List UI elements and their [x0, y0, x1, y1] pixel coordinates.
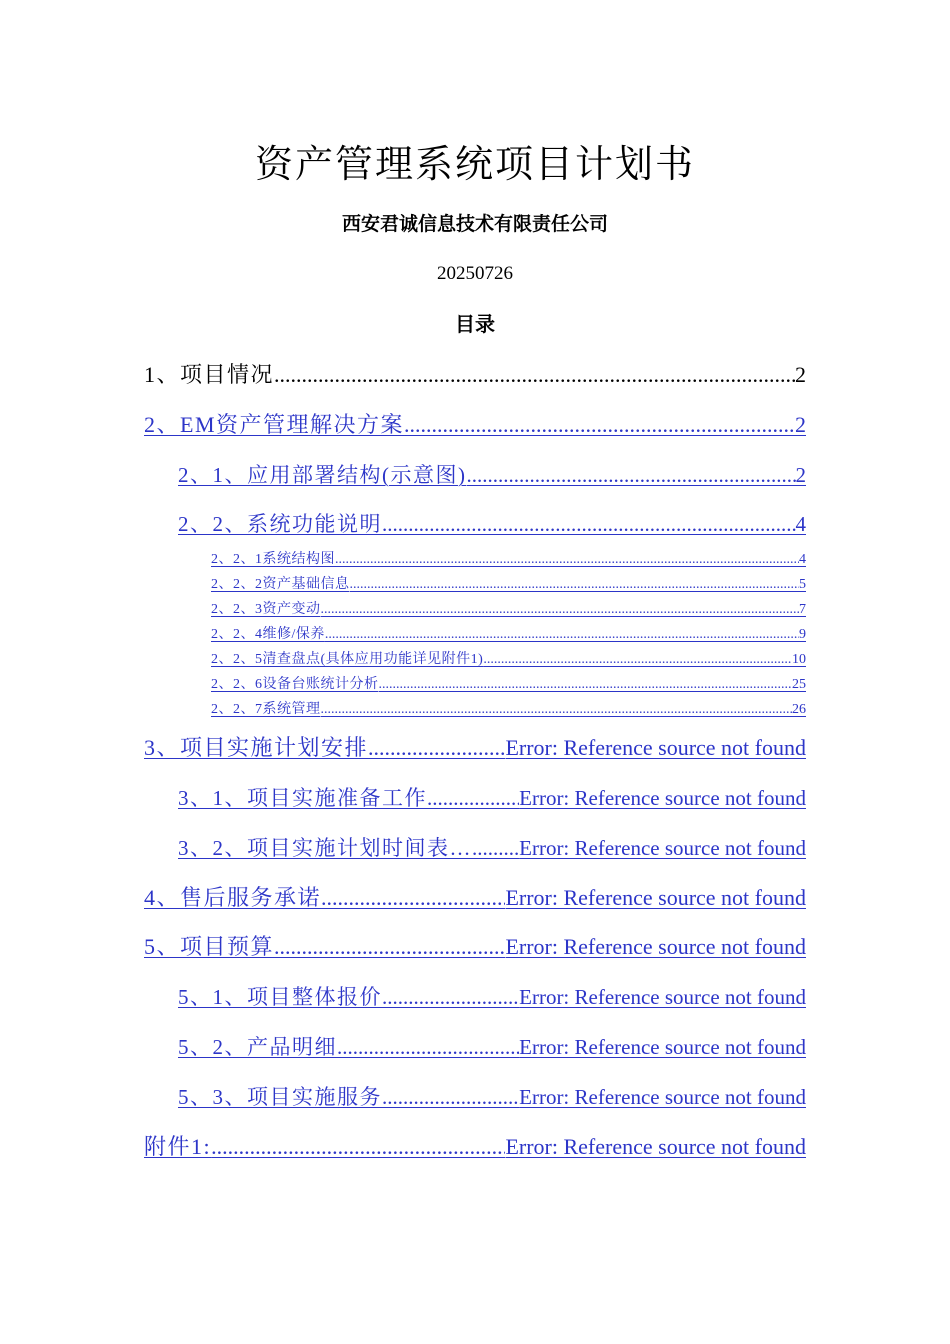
toc-entry-label: 5、3、项目实施服务: [178, 1085, 382, 1109]
toc-entry-asset-basic-info[interactable]: [211, 575, 806, 595]
toc-leader-dots: [404, 410, 795, 440]
toc-entry-page: 25: [792, 677, 806, 692]
document-date: 20250726: [437, 263, 513, 284]
toc-entry-label: 2、2、6设备台账统计分析: [211, 677, 379, 692]
toc-entry-label: 附件1:: [144, 1134, 212, 1159]
toc-entry-label: 2、2、2资产基础信息: [211, 577, 350, 592]
toc-entry-inventory-check[interactable]: [211, 650, 806, 670]
toc-entry-label: 1、项目情况: [144, 362, 275, 387]
toc-leader-dots: [211, 1132, 505, 1162]
toc-entry-page: 10: [792, 652, 806, 667]
toc-entry-system-functions[interactable]: [178, 509, 806, 539]
toc-leader-dots: [427, 783, 519, 813]
toc-entry-page: Error: Reference source not found: [505, 885, 806, 910]
toc-entry-page: 2: [795, 412, 806, 437]
toc-entry-page: 26: [792, 702, 806, 717]
toc-leader-dots: [379, 675, 793, 695]
toc-entry-label: 2、2、4维修/保养: [211, 627, 325, 642]
toc-entry-ledger-analysis[interactable]: [211, 675, 806, 695]
toc-entry-implementation-plan[interactable]: [144, 733, 806, 763]
toc-entry-page: 2: [795, 362, 806, 387]
toc-entry-page: Error: Reference source not found: [519, 1085, 806, 1109]
toc-entry-label: 2、2、1系统结构图: [211, 552, 335, 567]
toc-entry-system-structure-diagram[interactable]: [211, 550, 806, 570]
toc-leader-dots: [321, 883, 505, 913]
toc-entry-system-management[interactable]: [211, 700, 806, 720]
toc-leader-dots: [335, 550, 799, 570]
toc-entry-label: 2、2、3资产变动: [211, 602, 321, 617]
toc-entry-page: Error: Reference source not found: [519, 836, 806, 860]
toc-heading: 目录: [455, 312, 495, 336]
toc-entry-asset-changes[interactable]: [211, 600, 806, 620]
toc-entry-implementation-services[interactable]: [178, 1082, 806, 1112]
toc-leader-dots: [368, 733, 505, 763]
toc-leader-dots: [325, 625, 799, 645]
toc-entry-after-sales[interactable]: [144, 883, 806, 913]
toc-entry-page: Error: Reference source not found: [519, 786, 806, 810]
toc-leader-dots: [321, 700, 793, 720]
toc-entry-implementation-prep[interactable]: [178, 783, 806, 813]
toc-entry-page: Error: Reference source not found: [519, 1035, 806, 1059]
toc-entry-project-overview[interactable]: [144, 360, 806, 390]
toc-leader-dots: [483, 650, 792, 670]
toc-leader-dots: [382, 509, 796, 539]
toc-entry-label: 3、1、项目实施准备工作: [178, 786, 427, 810]
document-title: 资产管理系统项目计划书: [254, 142, 695, 186]
toc-leader-dots: [472, 833, 519, 863]
toc-leader-dots: [382, 1082, 519, 1112]
toc-leader-dots: [337, 1032, 519, 1062]
toc-entry-label: 2、1、应用部署结构(示意图): [178, 463, 467, 487]
toc-entry-deployment-structure[interactable]: [178, 460, 806, 490]
toc-leader-dots: [321, 600, 800, 620]
toc-entry-page: 4: [795, 512, 806, 536]
toc-leader-dots: [467, 460, 796, 490]
toc-entry-label: 5、项目预算: [144, 934, 275, 959]
toc-entry-label: 4、售后服务承诺: [144, 885, 322, 910]
toc-entry-page: 4: [799, 552, 806, 567]
toc-entry-label: 3、2、项目实施计划时间表…: [178, 836, 472, 860]
toc-entry-page: Error: Reference source not found: [505, 934, 806, 959]
toc-entry-label: 3、项目实施计划安排: [144, 735, 369, 760]
company-name: 西安君诚信息技术有限责任公司: [341, 213, 608, 235]
toc-entry-label: 2、2、系统功能说明: [178, 512, 382, 536]
toc-entry-product-details[interactable]: [178, 1032, 806, 1062]
toc-leader-dots: [350, 575, 800, 595]
toc-entry-label: 5、1、项目整体报价: [178, 985, 382, 1009]
toc-entry-implementation-schedule[interactable]: [178, 833, 806, 863]
toc-entry-appendix-1[interactable]: [144, 1132, 806, 1162]
toc-entry-page: 9: [799, 627, 806, 642]
toc-leader-dots: [274, 360, 795, 390]
toc-entry-page: Error: Reference source not found: [505, 1134, 806, 1159]
toc-leader-dots: [382, 982, 519, 1012]
toc-entry-label: 2、2、5清查盘点(具体应用功能详见附件1): [211, 652, 484, 667]
toc-entry-label: 5、2、产品明细: [178, 1035, 337, 1059]
toc-entry-label: 2、EM资产管理解决方案: [144, 412, 405, 437]
toc-entry-maintenance[interactable]: [211, 625, 806, 645]
toc-leader-dots: [274, 932, 505, 962]
toc-entry-page: 2: [795, 463, 806, 487]
toc-entry-page: 5: [799, 577, 806, 592]
toc-entry-page: Error: Reference source not found: [505, 735, 806, 760]
toc-entry-overall-quote[interactable]: [178, 982, 806, 1012]
toc-entry-em-solution[interactable]: [144, 410, 806, 440]
toc-entry-label: 2、2、7系统管理: [211, 702, 321, 717]
toc-entry-page: 7: [799, 602, 806, 617]
toc-entry-project-budget[interactable]: [144, 932, 806, 962]
toc-entry-page: Error: Reference source not found: [519, 985, 806, 1009]
